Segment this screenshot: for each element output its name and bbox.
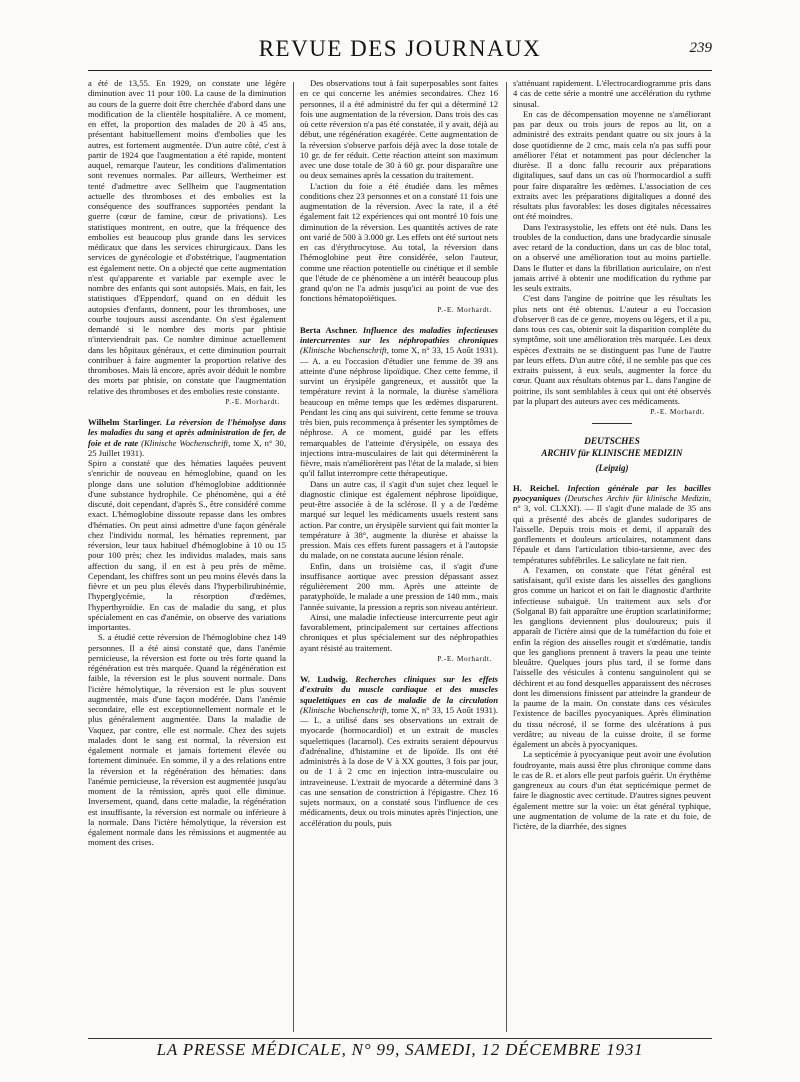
article-intro: — L. a utilisé dans ses observations un extrait de myocarde (hormocardiol) et un extrait de muscles squelettiques (lacarnol). Ces extraits seraient dépourvus d'adrénaline, d'histamine et de lipoïde. Ils ont été administrés à la dose de V à XX gouttes, 3 fois par jour, ou de 1 à 2 cmc en injection intra-musculaire ou intraveineuse. L'extrait de myocarde a déterminé dans 3 cas une sensation de constriction à l'épigastre. Chez 16 sujets normaux, on a constaté sous l'influence de ces médicaments, deux ou trois minutes après l'injection, une accélération du pouls, puis	[300, 715, 498, 828]
article-intro: — Il s'agit d'une malade de 35 ans qui a présenté des abcès de glandes sudoripares de l'aisselle. Depuis trois mois et demi, il apparaît des gonflements et douleurs articulaires, notamment dans l'épaule et dans l'articulation tibio-tarsienne, avec des températures subfébriles. Le salicylate ne fait rien.	[513, 503, 711, 565]
article-title: Recherches cliniques sur les effets d'extraits du muscle cardiaque et des muscles squelettiques en cas de maladie de la circulation	[300, 674, 498, 705]
paragraph: a été de 13,55. En 1929, on constate une légère diminution avec 11 pour 100. La cause de la diminution au cours de la guerre doit être cherchée d'abord dans une modification de la clientèle hospitalière. A ce moment, en effet, la proportion des malades de 20 à 45 ans, présentant habituellement moins d'embolies que les autres, est fortement augmentée. D'un autre côté, c'est à partir de 1924 que l'augmentation a été rapide, montent auquel, remarque l'auteur, les conditions d'alimentation sont revenues normales. Par ailleurs, Wertheimer est tenté d'admettre avec Sellheim que l'augmentation actuelle des thromboses et des embolies est la conséquence des souffrances supportées pendant la guerre (cœur de famine, cœur de privations). Les statistiques montrent, en outre, que la fréquence des embolies est beaucoup plus grande dans les services médicaux que dans les services chirurgicaux. Dans les services de gynécologie et d'obstétrique, l'augmentation est également nette. On a objecté que cette augmentation n'est qu'apparente et variable par exemple avec le nombre des enfants qui sont autopsiés. Mais, en fait, les statistiques d'Eppendorf, quand on en déduit les autopsies d'enfants, donnent, pour les thromboses, une courbe toujours aussi ascendante. On s'est également demandé si le nombre des morts par phtisie n'interviendrait pas. Ce nombre diminue actuellement dans les hôpitaux généraux, et cette diminution pourrait contribuer à faire augmenter la proportion relative des thromboses. Mais là encore, après avoir déduit le nombre des morts par phtisie, on constate que l'augmentation relative des thromboses et des embolies reste constante.	[88, 78, 286, 396]
paragraph: S. a étudié cette réversion de l'hémoglobine chez 149 personnes. Il a été ainsi constaté que, dans l'anémie pernicieuse, la réversion est forte ou très forte quand la régénération est très marquée. Quand la régénération est faible, la réversion est le plus souvent normale. Dans l'ictère hémolytique, la réversion est le plus souvent augmentée, mais d'une façon modérée. Dans l'anémie secondaire, elle est exceptionnellement normale et le plus généralement augmentée. Dans la maladie de Vaquez, par contre, elle est normale. Chez des sujets malades dont le sang est normal, la réversion est également normale et jamais fortement élevée ou fortement diminuée. En somme, il y a des relations entre la réversion et la régénération des hématies: dans l'anémie pernicieuse, la réversion est augmentée jusqu'au moment de la rémission, après quoi elle diminue. Inversement, quand, dans cette maladie, la régénération est insuffisante, la réversion est normale ou inférieure à la normale. Dans l'ictère hémolytique, la réversion est également normale dans les rémissions et augmentée au moment des crises.	[88, 632, 286, 848]
journal-name: (Klinische Wochenschrift,	[141, 437, 231, 448]
journal-section-heading: DEUTSCHES	[584, 437, 640, 448]
article-intro: — A. a eu l'occasion d'étudier une femme de 39 ans atteinte d'une néphrose lipoïdique. Chez cette femme, il survint un érysipèle gangreneux, et aussitôt que la température revint à la normale, la diurèse s'améliora beaucoup en même temps que les œdèmes disparurent. Pendant les cinq ans qui suivirent, cette femme se trouva très bien, puis recommença à présenter les symptômes de néphrose. A ce moment, guidé par les effets remarquables de l'atteinte d'érysipèle, on essaya des injections intra-musculaires de lait qui déterminèrent la fièvre, mais n'améliorèrent pas l'état de la malade, si bien qu'il fallut interrompre cette thérapeutique.	[300, 355, 498, 479]
page-number: 239	[689, 40, 712, 56]
article-author: Berta Aschner.	[300, 324, 358, 335]
journal-name: (Klinische Wochenschrift,	[300, 345, 389, 356]
paragraph: Des observations tout à fait superposables sont faites en ce qui concerne les anémies secondaires. Chez 16 personnes, il a été administré du fer qui a déterminé 12 fois une augmentation de la réversion. Dans trois des cas où cette réversion n'a pas été constatée, il y avait, déjà au début, une régénération exagérée. Cette augmentation de la réversion s'observe parfois déjà avec la dose totale de 10 gr. de fer réduit. Cette réaction atteint son maximum avec une dose totale de 30 à 60 gr. pour disparaître une ou deux semaines après la cessation du traitement.	[300, 78, 498, 181]
column-3	[513, 78, 711, 1036]
section-divider	[592, 423, 632, 424]
article-columns	[88, 78, 712, 1036]
journal-reference: tome X, n° 33, 15 Août 1931).	[391, 345, 498, 356]
article-heading	[300, 325, 498, 479]
paragraph: Dans l'extrasystolie, les effets ont été nuls. Dans les troubles de la conduction, dans une bradycardie sinusale avec retard de la conduction, dans un cas de bloc total, on a observé une amélioration tout au moins partielle. Dans le flutter et dans la fibrillation auriculaire, on n'est jamais arrivé à obtenir une modification du rythme par les seuls extraits.	[513, 221, 711, 293]
paragraph: s'atténuant rapidement. L'électrocardiogramme pris dans 4 cas de cette série a montré une accélération du rythme sinusal.	[513, 78, 711, 109]
paragraph: La septicémie à pyocyanique peut avoir une évolution foudroyante, mais aussi être plus chronique comme dans le cas de R. et alors elle peut parfois guérir. Un érythème gangreneux au cours d'un état septicémique permet de faire le diagnostic avec certitude. D'autres signes peuvent également mettre sur la voie: un état général typhique, une augmentation de volume de la rate et du foie, de l'ictère, de la diarrhée, des signes	[513, 749, 711, 831]
journal-reference: tome X, n° 30, 25 Juillet 1931).	[88, 437, 286, 458]
running-title: REVUE DES JOURNAUX	[258, 36, 542, 61]
column-2	[300, 78, 498, 1036]
paragraph: A l'examen, on constate que l'état général est satisfaisant, qu'il existe dans les aisselles des ganglions gros comme un haricot et on fait le diagnostic d'arthrite infectieuse subaiguë. Un traitement aux sels d'or (Solganal B) fait apparaître une éruption scarlatiniforme; les ganglions deviennent plus douloureux; puis il apparaît de l'ictère ainsi que de la tuméfaction du foie et enfin la région des aisselles rougit et s'œdématie, tandis que les ganglions prennent à travers la peau une teinte bleuâtre. Quelques jours plus tard, il se forme dans l'aisselle des vésicules à contenu sanguinolent qui se déchirent et au fond desquelles apparaissent des nécroses dont les dimensions finissent par atteindre la grandeur de la paume de la main. On constate dans ces vésicules l'existence de bacilles pyocyaniques. Après élimination du tissu nécrosé, il se forme des ulcérations à pus verdâtre; au niveau de la cuisse droite, il se forme également un abcès à pyocyaniques.	[513, 564, 711, 749]
journal-reference: tome X, n° 33, 15 Août 1931).	[391, 704, 498, 715]
journal-name: (Klinische Wochenschrift,	[300, 704, 389, 715]
article-heading	[300, 674, 498, 828]
paragraph: En cas de décompensation moyenne ne s'améliorant pas par deux ou trois jours de repos au lit, on a administré des extraits pendant quatre ou six jours à la dose quotidienne de 2 cmc, mais cela n'a pas suffi pour améliorer l'état et notamment pas pour déclencher la diurèse. Il a donc fallu recourir aux préparations digitaliques, sauf dans un cas où l'hormocardiol a suffi pour faire disparaître les œdèmes. L'association de ces extraits avec les préparations digitaliques a donné des résultats plus favorables: les doses digitales nécessaires ont été moindres.	[513, 108, 711, 222]
page-footer: LA PRESSE MÉDICALE, N° 99, SAMEDI, 12 DÉCEMBRE 1931	[156, 1040, 644, 1059]
article-signature: P.-E. Morhardt.	[437, 304, 492, 314]
journal-reference: n° 3, vol. CLXXI).	[513, 503, 582, 514]
journal-section-city: (Leipzig)	[595, 462, 629, 473]
footer-rule	[88, 1038, 712, 1039]
paragraph: Spiro a constaté que des hématies laquées peuvent s'enrichir de nouveau en hémoglobine, quand on les plonge dans une solution d'hémoglobine additionnée d'une substance hydrophile. Ce phénomène, qui a été discuté, doit cependant, d'après S., être considéré comme exact. L'hémoglobine dissoute repasse dans les ombres d'hématies. On peut ainsi admettre d'une façon générale chez l'individu normal, les hématies reprennent, par réversion, leur taux habituel d'hémoglobine à 10 ou 15 pour 100 près; chez les individus malades, mais sans affection du sang, il en est à peu près de même. Cependant, les chiffres sont un peu moins élevés dans la fièvre et un peu plus élevés dans l'hyperbilirubinémie, l'hyperglycémie, la résorption d'œdèmes, l'hyperthyroïdie. En cas de maladie du sang, et plus spécialement en cas d'anémie, on observe des variations importantes.	[88, 458, 286, 632]
paragraph: L'action du foie a été étudiée dans les mêmes conditions chez 23 personnes et on a constaté 11 fois une augmentation de la réversion. Avec la rate, il a été également fait 12 expériences qui ont montré 10 fois une diminution de la réversion. Les quantités actives de rate ont varié de 500 à 3.000 gr. Les effets ont été surtout nets en cas d'érythrocytose. Au total, la réversion dans l'hémoglobine peut être considérée, selon l'auteur, comme une réaction potentielle ou cinétique et il semble que l'étude de ce phénomène a un intérêt beaucoup plus grand qu'on ne l'a admis jusqu'ici au point de vue des fonctions hématopoïétiques.	[300, 180, 498, 304]
column-separator	[293, 82, 294, 1032]
column-separator	[506, 82, 507, 1032]
page-header	[88, 36, 712, 66]
article-title: Infection générale par les bacilles pyocyaniques	[513, 482, 711, 503]
article-signature: P.-E. Morhardt.	[437, 653, 492, 663]
article-author: Wilhelm Starlinger.	[88, 417, 162, 427]
header-rule	[88, 70, 712, 71]
paragraph: Enfin, dans un troisième cas, il s'agit d'une insuffisance aortique avec pression dépassant assez régulièrement 200 mm. Après une atteinte de paratyphoïde, le malade a une pression de 140 mm., mais l'année suivante, la pression a repris son niveau antérieur.	[300, 560, 498, 612]
journal-name: (Deutsches Archiv für klinische Medizin,	[564, 493, 711, 503]
article-title: Influence des maladies infectieuses intercurrentes sur les néphropathies chroniques	[300, 324, 498, 345]
paragraph: C'est dans l'angine de poitrine que les résultats les plus nets ont été obtenus. L'auteur a eu l'occasion d'observer 8 cas de ce genre, moyens ou légers, et il a pu, dans tous ces cas, obtenir soit la disparition complète du symptôme, soit une amélioration très marquée. Les deux espèces d'extraits ne se distinguent pas l'une de l'autre par leurs effets. D'un autre côté, il ne semble pas que ces extraits puissent, à eux seuls, augmenter la force du cœur. Quant aux résultats obtenus par L. dans l'angine de poitrine, ils sont semblables à ceux qui ont été observés par la plupart des auteurs avec ces médicaments.	[513, 293, 711, 406]
paragraph: Dans un autre cas, il s'agit d'un sujet chez lequel le diagnostic clinique est également néphrose lipoïdique, peut-être associée à de la sclérose. Il y a de l'œdème marqué sur lequel les médicaments usuels restent sans action. Par contre, un érysipèle survient qui fait monter la température à 38°, augmente la diurèse et abaisse la pression. Mais ces effets furent passagers et à l'autopsie du malade, on ne constata aucune lésion rénale.	[300, 478, 498, 561]
article-author: W. Ludwig.	[300, 674, 348, 684]
column-1	[88, 78, 286, 1036]
article-author: H. Reichel.	[513, 482, 560, 493]
article-heading	[513, 483, 711, 565]
article-heading	[88, 417, 286, 458]
journal-section-title: ARCHIV für KLINISCHE MEDIZIN	[541, 448, 683, 459]
article-signature: P.-E. Morhardt.	[225, 396, 280, 406]
paragraph: Ainsi, une maladie infectieuse intercurrente peut agir favorablement, principalement sur certaines affections chroniques et plus spécialement sur des néphropathies ayant résisté au traitement.	[300, 611, 498, 653]
article-title: La réversion de l'hémolyse dans les maladies du sang et après administration de fer, de foie et de rate	[88, 417, 286, 448]
article-signature: P.-E. Morhardt.	[650, 407, 705, 416]
